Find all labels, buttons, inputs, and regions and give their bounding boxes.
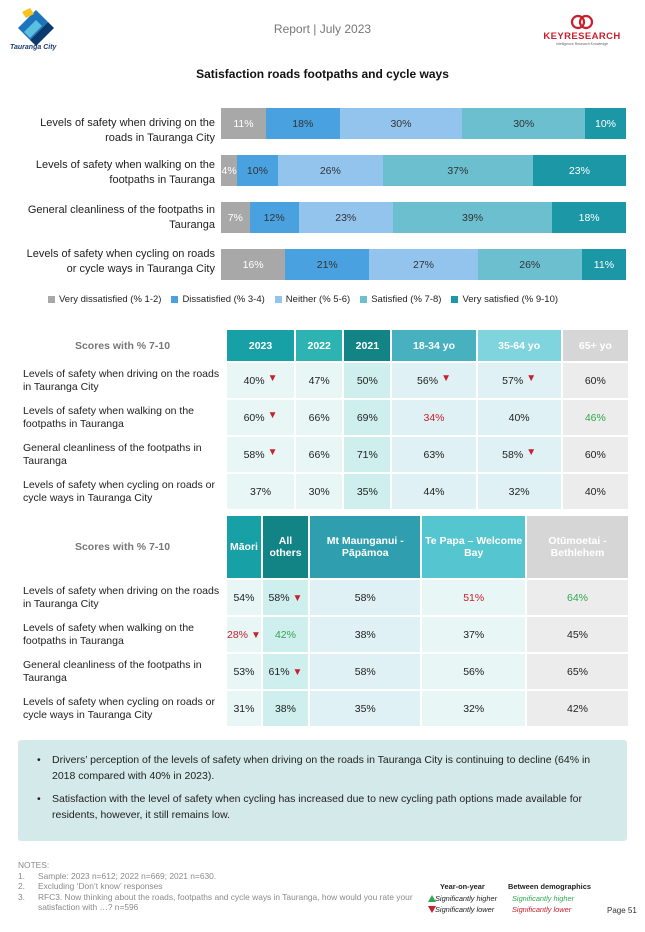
column-header: 2021 <box>344 330 390 361</box>
cell-value: 58% <box>502 448 524 461</box>
keyresearch-wordmark: KEYRESEARCH <box>543 31 621 42</box>
keyresearch-rings-icon <box>536 14 628 32</box>
table-cell <box>527 691 628 726</box>
cell-value: 42% <box>566 702 588 715</box>
table-cell <box>227 691 261 726</box>
table-cell <box>263 691 308 726</box>
table-cell <box>263 580 308 615</box>
table-cell <box>344 474 390 509</box>
bar-segment <box>585 108 626 139</box>
bar-data-label: 21% <box>316 258 338 271</box>
table-row <box>20 691 628 726</box>
significantly-lower-icon: ▼ <box>251 629 261 641</box>
bar-segment <box>221 202 250 233</box>
column-header: 2023 <box>227 330 294 361</box>
table-cell <box>422 617 525 652</box>
bar-data-label: 37% <box>447 164 469 177</box>
table-cell <box>478 474 561 509</box>
cell-value: 66% <box>308 448 330 461</box>
finding-bullet: • Drivers’ perception of the levels of safety when driving on the roads in Tauranga City is continuing to decline (64% in 2018 compared with 40% in 2023). <box>37 754 591 782</box>
bar-segment <box>285 249 369 280</box>
notes <box>18 860 418 913</box>
bar-data-label: 18% <box>578 211 600 224</box>
scores-table-demographics <box>18 514 630 728</box>
table-cell <box>310 617 420 652</box>
table-cell <box>527 580 628 615</box>
legend-swatch <box>275 296 282 303</box>
bar-data-label: 30% <box>390 117 412 130</box>
bar-segment <box>582 249 626 280</box>
table-cell <box>310 691 420 726</box>
bar-data-label: 18% <box>292 117 314 130</box>
bar-category-label: Levels of safety when driving on the roads in Tauranga City <box>40 117 215 144</box>
note-item: 2. Excluding ‘Don’t know’ responses <box>18 881 163 891</box>
cell-value: 54% <box>233 591 255 604</box>
bar-segment <box>237 155 278 186</box>
column-header: 18-34 yo <box>392 330 475 361</box>
table-corner-label: Scores with % 7-10 <box>20 516 225 578</box>
significance-key <box>428 882 598 922</box>
table-row <box>20 363 628 398</box>
table-cell <box>344 437 390 472</box>
cell-value: 37% <box>463 628 485 641</box>
table-cell <box>422 691 525 726</box>
cell-value: 61% <box>268 665 290 678</box>
bar-data-label: 10% <box>246 164 268 177</box>
table-header-row <box>20 516 628 578</box>
cell-value: 57% <box>502 374 524 387</box>
table-cell <box>263 617 308 652</box>
significantly-lower-icon: ▼ <box>441 372 451 384</box>
bar-segment <box>221 249 285 280</box>
cell-value: 32% <box>508 485 530 498</box>
legend-label: Very dissatisfied (% 1-2) <box>59 294 162 305</box>
cell-value: 58% <box>354 591 376 604</box>
legend-label: Neither (% 5-6) <box>285 294 351 305</box>
bar-data-label: 7% <box>227 211 243 224</box>
cell-value: 60% <box>584 374 606 387</box>
table-cell <box>344 400 390 435</box>
cell-value: 50% <box>356 374 378 387</box>
cell-value: 42% <box>274 628 296 641</box>
cell-value: 35% <box>356 485 378 498</box>
notes-title: NOTES: <box>18 860 50 870</box>
cell-value: 66% <box>308 411 330 424</box>
table-cell <box>563 437 628 472</box>
cell-value: 44% <box>423 485 445 498</box>
cell-value: 32% <box>463 702 485 715</box>
column-header: Mt Maunganui - Pāpāmoa <box>310 516 420 578</box>
keyresearch-tagline: Intelligence Research Knowledge <box>556 42 608 46</box>
page-number: Page 51 <box>607 906 637 915</box>
key-findings-callout <box>18 740 627 841</box>
cell-value: 60% <box>584 448 606 461</box>
cell-value: 64% <box>566 591 588 604</box>
table-cell <box>227 400 294 435</box>
bar-data-label: 12% <box>263 211 285 224</box>
note-item: 1. Sample: 2023 n=612; 2022 n=669; 2021 n=630. <box>18 870 217 881</box>
bar-segment <box>369 249 477 280</box>
table-cell <box>227 363 294 398</box>
column-header: Māori <box>227 516 261 578</box>
cell-value: 38% <box>354 628 376 641</box>
chart-legend <box>48 294 638 305</box>
bar-segment <box>250 202 299 233</box>
report-header-title: Report | July 2023 <box>273 22 372 36</box>
cell-value: 35% <box>354 702 376 715</box>
column-header: 65+ yo <box>563 330 628 361</box>
cell-value: 60% <box>243 411 265 424</box>
table-cell <box>227 474 294 509</box>
significantly-lower-icon: ▼ <box>267 446 278 458</box>
significantly-lower-icon: ▼ <box>292 666 303 678</box>
table-cell <box>478 400 561 435</box>
row-label: General cleanliness of the footpaths in Tauranga <box>20 437 225 472</box>
cell-value: 40% <box>584 485 606 498</box>
table-row <box>20 580 628 615</box>
key-demo-title: Between demographics <box>508 882 591 891</box>
table-cell <box>392 474 475 509</box>
legend-swatch <box>451 296 458 303</box>
bar-segment <box>393 202 553 233</box>
cell-value: 40% <box>243 374 265 387</box>
table-cell <box>563 474 628 509</box>
table-cell <box>227 617 261 652</box>
stacked-bar <box>221 249 626 280</box>
significantly-lower-icon: ▼ <box>526 446 537 458</box>
row-label: Levels of safety when cycling on roads or cycle ways in Tauranga City <box>20 474 225 509</box>
cell-value: 71% <box>356 448 378 461</box>
row-label: Levels of safety when driving on the roads in Tauranga City <box>20 363 225 398</box>
table-cell <box>310 580 420 615</box>
table-cell <box>392 363 475 398</box>
bar-segment <box>383 155 533 186</box>
column-header: Otūmoetai - Bethlehem <box>527 516 628 578</box>
cell-value: 31% <box>233 702 255 715</box>
cell-value: 47% <box>308 374 330 387</box>
bar-segment <box>299 202 393 233</box>
legend-item <box>360 294 441 305</box>
column-header: 2022 <box>296 330 342 361</box>
bar-segment <box>552 202 626 233</box>
bar-data-label: 27% <box>412 258 434 271</box>
bar-data-label: 4% <box>221 164 237 177</box>
bar-segment <box>221 155 237 186</box>
table-cell <box>563 363 628 398</box>
bar-data-label: 23% <box>335 211 357 224</box>
note-item: 3. RFC3. Now thinking about the roads, footpaths and cycle ways in Tauranga, how would you rate your satisfaction with …? n=596 <box>18 891 413 912</box>
table-corner-label: Scores with % 7-10 <box>20 330 225 361</box>
table-cell <box>296 474 342 509</box>
legend-swatch <box>171 296 178 303</box>
keyresearch-logo <box>536 14 628 50</box>
table-cell <box>478 363 561 398</box>
finding-bullet: • Satisfaction with the level of safety when cycling has increased due to new cycling path options made available for residents, however, it still remains low. <box>37 793 582 821</box>
key-demo-higher: Significantly higher <box>512 894 575 903</box>
legend-label: Very satisfied (% 9-10) <box>462 294 559 305</box>
bar-segment <box>533 155 626 186</box>
bar-data-label: 10% <box>595 117 617 130</box>
table-cell <box>227 437 294 472</box>
table-cell <box>310 654 420 689</box>
cell-value: 69% <box>356 411 378 424</box>
cell-value: 58% <box>268 591 290 604</box>
table-cell <box>263 654 308 689</box>
key-demo-lower: Significantly lower <box>512 905 572 914</box>
stacked-bar <box>221 108 626 139</box>
table-header-row <box>20 330 628 361</box>
cell-value: 53% <box>233 665 255 678</box>
table-row <box>20 400 628 435</box>
table-cell <box>296 400 342 435</box>
cell-value: 40% <box>508 411 530 424</box>
legend-swatch <box>360 296 367 303</box>
legend-item <box>48 294 161 305</box>
bar-data-label: 30% <box>513 117 535 130</box>
row-label: Levels of safety when driving on the roads in Tauranga City <box>20 580 225 615</box>
cell-value: 63% <box>423 448 445 461</box>
cell-value: 34% <box>423 411 445 424</box>
row-label: Levels of safety when walking on the footpaths in Tauranga <box>20 400 225 435</box>
table-cell <box>527 654 628 689</box>
significantly-lower-icon: ▼ <box>526 372 537 384</box>
bar-data-label: 11% <box>593 258 615 271</box>
significantly-lower-icon: ▼ <box>292 592 303 604</box>
table-cell <box>392 400 475 435</box>
table-cell <box>296 363 342 398</box>
cell-value: 56% <box>417 374 439 387</box>
table-cell <box>478 437 561 472</box>
bar-category-label: General cleanliness of the footpaths in Tauranga <box>27 204 215 231</box>
cell-value: 46% <box>584 411 606 424</box>
table-row <box>20 654 628 689</box>
cell-value: 58% <box>243 448 265 461</box>
cell-value: 38% <box>274 702 296 715</box>
cell-value: 51% <box>463 591 485 604</box>
scores-table-years-ages <box>18 328 630 511</box>
legend-label: Dissatisfied (% 3-4) <box>182 294 265 305</box>
bar-segment <box>340 108 463 139</box>
table-row <box>20 474 628 509</box>
row-label: Levels of safety when walking on the footpaths in Tauranga <box>20 617 225 652</box>
bar-segment <box>266 108 340 139</box>
legend-item <box>275 294 350 305</box>
column-header: Te Papa – Welcome Bay <box>422 516 525 578</box>
bar-category-label: Levels of safety when walking on the footpaths in Tauranga <box>35 159 215 186</box>
bar-data-label: 26% <box>319 164 341 177</box>
bar-segment <box>478 249 582 280</box>
table-cell <box>344 363 390 398</box>
row-label: General cleanliness of the footpaths in Tauranga <box>20 654 225 689</box>
bar-segment <box>221 108 266 139</box>
bar-data-label: 11% <box>233 117 254 130</box>
row-label: Levels of safety when cycling on roads or cycle ways in Tauranga City <box>20 691 225 726</box>
bar-segment <box>462 108 585 139</box>
cell-value: 58% <box>354 665 376 678</box>
significantly-lower-icon: ▼ <box>267 409 278 421</box>
page-title: Satisfaction roads footpaths and cycle ways <box>196 67 449 81</box>
table-row <box>20 617 628 652</box>
legend-label: Satisfied (% 7-8) <box>371 294 442 305</box>
stacked-bar <box>221 202 626 233</box>
bar-data-label: 26% <box>519 258 541 271</box>
key-yoy-higher: Significantly higher <box>435 894 498 903</box>
table-cell <box>563 400 628 435</box>
bar-data-label: 39% <box>462 211 484 224</box>
bar-data-label: 23% <box>568 164 590 177</box>
significantly-lower-icon: ▼ <box>267 372 278 384</box>
cell-value: 65% <box>566 665 588 678</box>
stacked-bar <box>221 155 626 186</box>
table-cell <box>527 617 628 652</box>
cell-value: 37% <box>250 485 272 498</box>
key-yoy-lower: Significantly lower <box>435 905 495 914</box>
legend-item <box>451 294 558 305</box>
bar-data-label: 16% <box>242 258 264 271</box>
legend-swatch <box>48 296 55 303</box>
table-cell <box>422 654 525 689</box>
bar-category-label: Levels of safety when cycling on roads or cycle ways in Tauranga City <box>26 248 215 275</box>
key-yoy-title: Year-on-year <box>440 882 485 891</box>
table-cell <box>422 580 525 615</box>
column-header: All others <box>263 516 308 578</box>
table-cell <box>227 580 261 615</box>
table-cell <box>296 437 342 472</box>
bar-segment <box>278 155 383 186</box>
cell-value: 28% <box>227 628 249 641</box>
table-row <box>20 437 628 472</box>
cell-value: 30% <box>308 485 330 498</box>
table-cell <box>392 437 475 472</box>
column-header: 35-64 yo <box>478 330 561 361</box>
cell-value: 45% <box>566 628 588 641</box>
table-cell <box>227 654 261 689</box>
legend-item <box>171 294 264 305</box>
cell-value: 56% <box>463 665 485 678</box>
tauranga-city-wordmark: Tauranga City <box>10 44 57 51</box>
